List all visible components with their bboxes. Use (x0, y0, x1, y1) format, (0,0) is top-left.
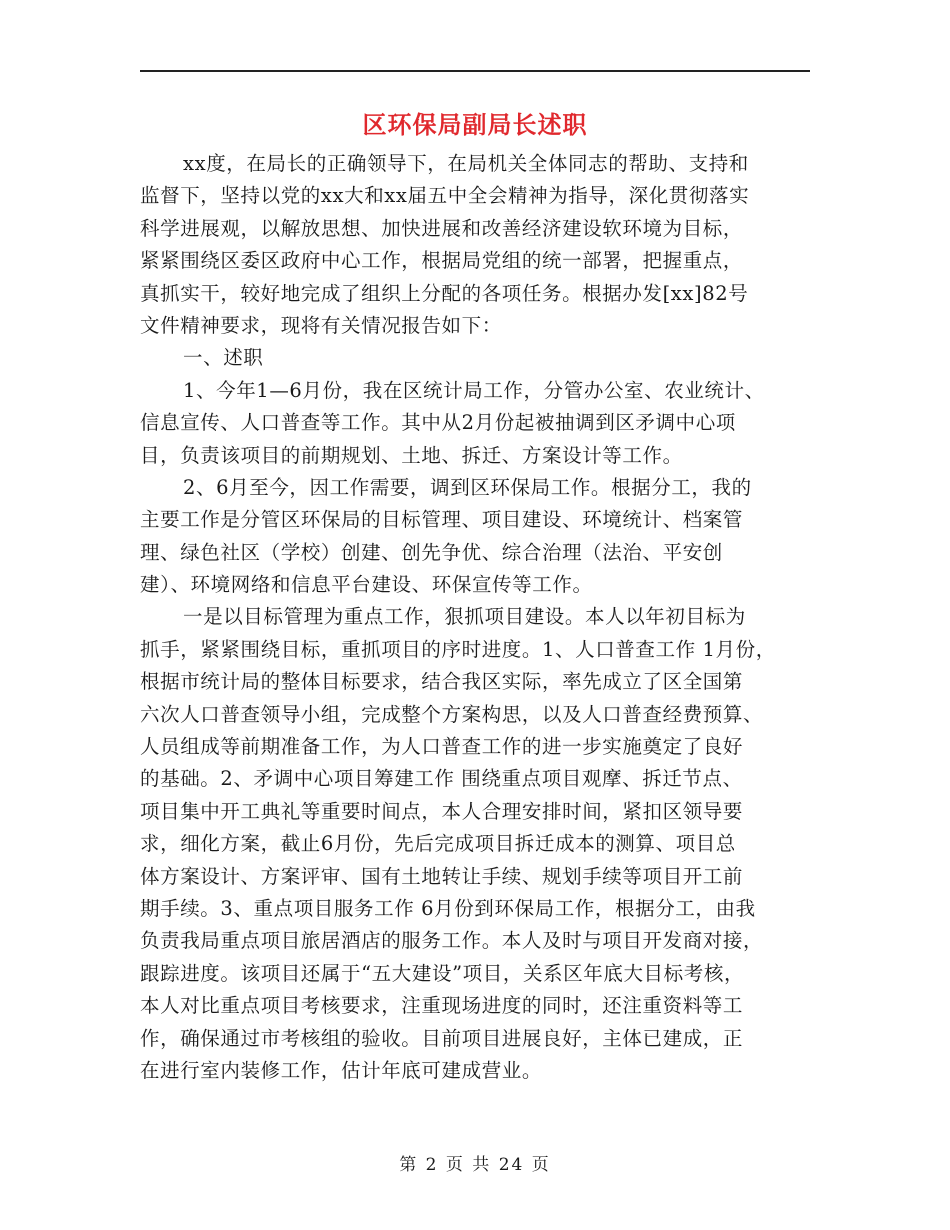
paragraph-line: 监督下，坚持以党的xx大和xx届五中全会精神为指导，深化贯彻落实 (140, 184, 750, 208)
paragraph-line: 体方案设计、方案评审、国有土地转让手续、规划手续等项目开工前 (140, 864, 744, 888)
paragraph-line: 目，负责该项目的前期规划、土地、拆迁、方案设计等工作。 (140, 443, 683, 467)
paragraph-line: 六次人口普查领导小组，完成整个方案构思，以及人口普查经费预算、 (140, 702, 764, 726)
paragraph-line: 科学进展观，以解放思想、加快进展和改善经济建设软环境为目标， (140, 216, 744, 240)
paragraph-line: 作，确保通过市考核组的验收。目前项目进展良好，主体已建成，正 (140, 1026, 744, 1050)
paragraph-line: 一是以目标管理为重点工作，狠抓项目建设。本人以年初目标为 (183, 605, 746, 629)
document-body (140, 148, 820, 1087)
page-number: 第 2 页 共 24 页 (399, 1155, 551, 1175)
paragraph-line: 文件精神要求，现将有关情况报告如下： (140, 313, 502, 337)
paragraph-line: 项目集中开工典礼等重要时间点，本人合理安排时间，紧扣区领导要 (140, 799, 744, 823)
paragraph-line: 期手续。3、重点项目服务工作 6月份到环保局工作，根据分工，由我 (140, 896, 756, 920)
section-heading: 一、述职 (183, 346, 264, 370)
paragraph-line: 建）、环境网络和信息平台建设、环保宣传等工作。 (140, 573, 593, 597)
paragraph-line: 负责我局重点项目旅居酒店的服务工作。本人及时与项目开发商对接， (140, 929, 764, 953)
paragraph-line: xx度，在局长的正确领导下，在局机关全体同志的帮助、支持和 (183, 152, 749, 175)
paragraph-line: 真抓实干，较好地完成了组织上分配的各项任务。根据办发[xx]82号 (140, 281, 749, 305)
document-title: 区环保局副局长述职 (362, 110, 588, 139)
paragraph-line: 紧紧围绕区委区政府中心工作，根据局党组的统一部署，把握重点， (140, 249, 744, 273)
paragraph-line: 信息宣传、人口普查等工作。其中从2月份起被抽调到区矛调中心项 (140, 411, 736, 435)
paragraph-line: 在进行室内装修工作，估计年底可建成营业。 (140, 1058, 543, 1082)
paragraph-line: 跟踪进度。该项目还属于“五大建设”项目，关系区年底大目标考核， (140, 961, 745, 985)
paragraph-line: 抓手，紧紧围绕目标，重抓项目的序时进度。1、人口普查工作 1月份， (140, 637, 776, 661)
paragraph-line: 主要工作是分管区环保局的目标管理、项目建设、环境统计、档案管 (140, 508, 744, 532)
paragraph-line: 的基础。2、矛调中心项目筹建工作 围绕重点项目观摩、拆迁节点、 (140, 767, 743, 791)
paragraph-line: 求，细化方案，截止6月份，先后完成项目拆迁成本的测算、项目总 (140, 832, 736, 856)
paragraph-line: 人员组成等前期准备工作，为人口普查工作的进一步实施奠定了良好 (140, 735, 744, 759)
header-rule (140, 70, 810, 72)
paragraph-line: 根据市统计局的整体目标要求，结合我区实际，率先成立了区全国第 (140, 670, 744, 694)
paragraph-line: 2、6月至今，因工作需要，调到区环保局工作。根据分工，我的 (183, 475, 752, 499)
paragraph-line: 本人对比重点项目考核要求，注重现场进度的同时，还注重资料等工 (140, 994, 744, 1018)
paragraph-line: 理、绿色社区（学校）创建、创先争优、综合治理（法治、平安创 (140, 540, 723, 564)
paragraph-line: 1、今年1—6月份，我在区统计局工作，分管办公室、农业统计、 (183, 378, 765, 402)
